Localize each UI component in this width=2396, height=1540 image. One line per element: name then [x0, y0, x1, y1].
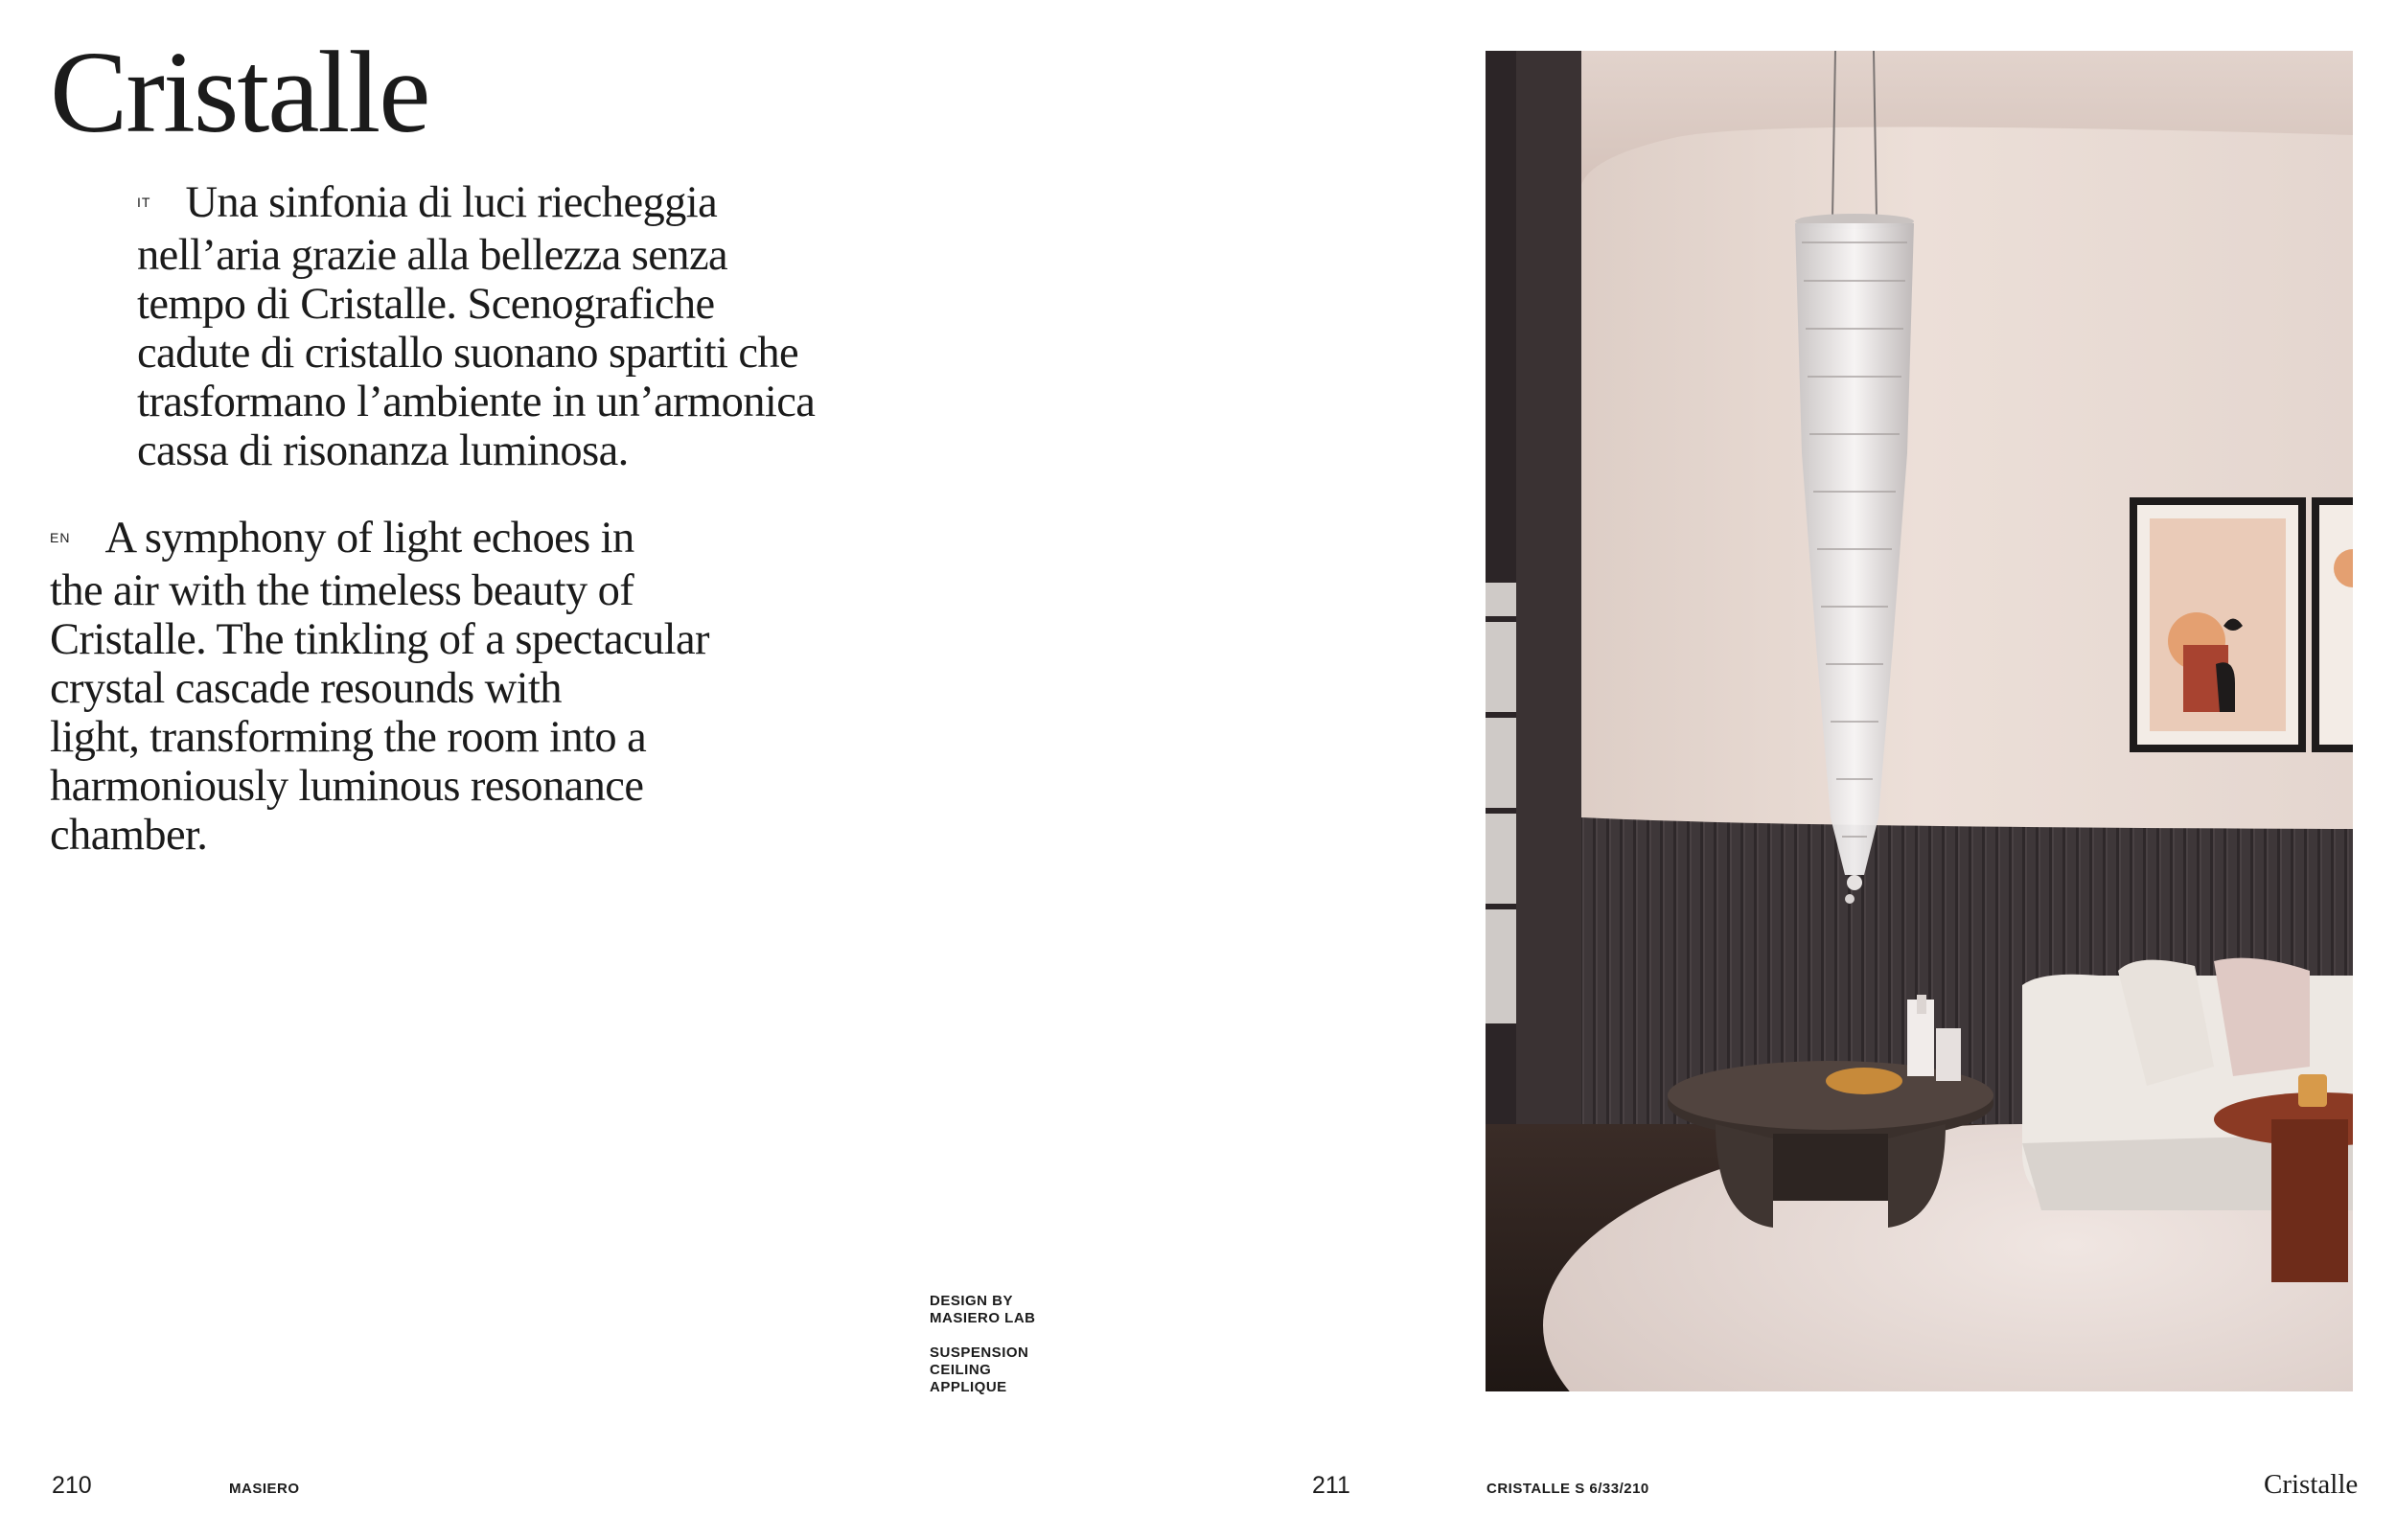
english-line: light, transforming the room into a: [50, 712, 647, 762]
italian-line: cadute di cristallo suonano spartiti che: [137, 328, 799, 378]
design-credit: [930, 1293, 1036, 1327]
italian-line: cassa di risonanza luminosa.: [137, 425, 629, 475]
italian-line: nell’aria grazie alla bellezza senza: [137, 230, 728, 280]
product-code: CRISTALLE S 6/33/210: [1486, 1481, 1649, 1497]
page-title: Cristalle: [50, 28, 429, 157]
credit-line: DESIGN BY: [930, 1293, 1014, 1309]
english-description: [50, 514, 778, 860]
window: [1486, 583, 1516, 1023]
page-number-left: 210: [52, 1472, 92, 1499]
type-line: CEILING: [930, 1362, 992, 1378]
credit-line: MASIERO LAB: [930, 1310, 1036, 1326]
type-line: SUSPENSION: [930, 1345, 1029, 1361]
language-tag-it: IT: [137, 194, 151, 210]
language-tag-en: EN: [50, 529, 71, 545]
english-line: A symphony of light echoes in: [104, 514, 634, 563]
type-line: APPLIQUE: [930, 1379, 1007, 1395]
italian-description: [137, 178, 865, 475]
page-number-right: 211: [1312, 1472, 1350, 1499]
italian-line: Una sinfonia di luci riecheggia: [185, 178, 718, 227]
interior-photo: [1486, 51, 2353, 1391]
english-line: chamber.: [50, 810, 208, 860]
amber-bowl: [1826, 1068, 1902, 1094]
italian-line: tempo di Cristalle. Scenografiche: [137, 279, 715, 329]
english-line: the air with the timeless beauty of: [50, 565, 634, 615]
product-types: [930, 1345, 1028, 1396]
brand-name: MASIERO: [229, 1481, 300, 1497]
english-line: harmoniously luminous resonance: [50, 761, 644, 811]
italian-line: trasformano l’ambiente in un’armonica: [137, 377, 816, 426]
english-line: Cristalle. The tinkling of a spectacular: [50, 614, 709, 664]
running-title: Cristalle: [2264, 1469, 2359, 1500]
english-line: crystal cascade resounds with: [50, 663, 562, 713]
